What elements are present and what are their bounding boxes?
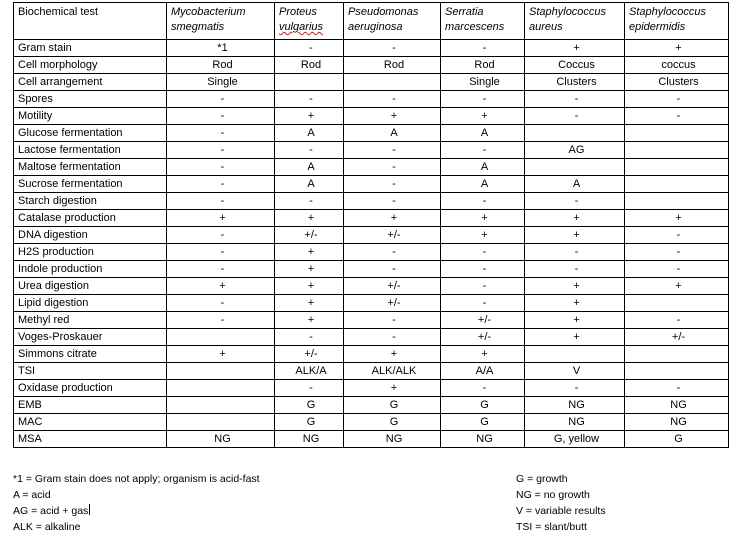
result-cell: + [525,278,625,295]
test-name-cell: Starch digestion [14,193,167,210]
result-cell: - [625,108,729,125]
result-cell: - [275,91,344,108]
result-cell: Single [441,74,525,91]
legend-item: ALK = alkaline [13,521,81,533]
result-cell: + [625,278,729,295]
result-cell: + [344,346,441,363]
result-cell: NG [625,397,729,414]
result-cell: + [525,295,625,312]
result-cell: G [344,414,441,431]
legend-right [516,471,606,535]
result-cell: - [344,244,441,261]
biochemical-test-table [13,2,729,448]
result-cell: +/- [344,278,441,295]
result-cell: - [167,244,275,261]
test-name-cell: Lactose fermentation [14,142,167,159]
organism-species: marcescens [445,21,505,33]
result-cell: - [344,142,441,159]
result-cell: NG [275,431,344,448]
result-cell: G, yellow [525,431,625,448]
result-cell [625,125,729,142]
result-cell: + [525,210,625,227]
result-cell: +/- [344,227,441,244]
result-cell: Clusters [525,74,625,91]
organism-header [441,3,525,40]
result-cell: - [167,108,275,125]
test-name-cell: Methyl red [14,312,167,329]
result-cell [625,142,729,159]
result-cell: A [441,176,525,193]
result-cell: - [625,227,729,244]
result-cell: + [525,329,625,346]
test-name-cell: Catalase production [14,210,167,227]
test-name-cell: EMB [14,397,167,414]
result-cell: - [625,312,729,329]
organism-genus: Staphylococcus [529,6,607,18]
result-cell: - [441,295,525,312]
result-cell: - [275,142,344,159]
result-cell: - [525,380,625,397]
organism-header [625,3,729,40]
result-cell: NG [167,431,275,448]
text-cursor [89,504,90,515]
result-cell: - [167,125,275,142]
result-cell: - [525,193,625,210]
organism-genus: Proteus [279,6,317,18]
result-cell: - [344,40,441,57]
legend-item: V = variable results [516,505,606,517]
table-row [14,346,729,363]
result-cell: A [275,159,344,176]
result-cell: + [167,210,275,227]
result-cell: +/- [275,227,344,244]
table-body [14,40,729,448]
result-cell: - [625,244,729,261]
result-cell: - [441,142,525,159]
result-cell: - [275,40,344,57]
result-cell: - [441,193,525,210]
result-cell: Clusters [625,74,729,91]
result-cell: + [275,278,344,295]
result-cell [525,346,625,363]
legend-item: *1 = Gram stain does not apply; organism is acid-fast [13,473,260,485]
result-cell [167,363,275,380]
legend-item: NG = no growth [516,489,590,501]
organism-species: vulgarius [279,21,324,33]
result-cell: +/- [275,346,344,363]
result-cell: AG [525,142,625,159]
test-name-cell: Cell arrangement [14,74,167,91]
test-name-cell: H2S production [14,244,167,261]
result-cell: - [275,380,344,397]
test-name-cell: Sucrose fermentation [14,176,167,193]
result-cell: Rod [441,57,525,74]
legend-left [13,471,260,535]
test-name-cell: Simmons citrate [14,346,167,363]
result-cell: - [167,261,275,278]
test-name-cell: Spores [14,91,167,108]
table-row [14,329,729,346]
test-name-cell: Voges-Proskauer [14,329,167,346]
organism-header [525,3,625,40]
result-cell: - [525,244,625,261]
table-row [14,261,729,278]
organism-header [167,3,275,40]
result-cell: - [167,159,275,176]
result-cell: - [275,329,344,346]
legend-item: G = growth [516,473,568,485]
result-cell [344,74,441,91]
organism-header [275,3,344,40]
organism-species: smegmatis [171,21,225,33]
result-cell: - [167,91,275,108]
result-cell: - [441,40,525,57]
table-row [14,295,729,312]
result-cell: - [525,261,625,278]
result-cell: - [167,227,275,244]
result-cell: +/- [344,295,441,312]
result-cell: + [441,210,525,227]
result-cell: A [275,176,344,193]
test-name-cell: MAC [14,414,167,431]
result-cell: +/- [441,329,525,346]
result-cell: G [625,431,729,448]
result-cell [167,414,275,431]
result-cell: + [344,380,441,397]
test-name-cell: Maltose fermentation [14,159,167,176]
result-cell: A [525,176,625,193]
result-cell [275,74,344,91]
result-cell: NG [344,431,441,448]
result-cell [167,397,275,414]
result-cell: - [525,91,625,108]
header-row [14,3,729,40]
result-cell: - [344,176,441,193]
result-cell: Rod [275,57,344,74]
result-cell: - [625,261,729,278]
result-cell: - [344,329,441,346]
result-cell: + [275,295,344,312]
result-cell: ALK/A [275,363,344,380]
organism-header [344,3,441,40]
table-row [14,397,729,414]
table-row [14,40,729,57]
table-row [14,108,729,125]
result-cell: - [625,91,729,108]
legend-item-text: AG = acid + gas [13,505,89,517]
test-name-cell: Oxidase production [14,380,167,397]
result-cell [625,176,729,193]
result-cell [167,380,275,397]
result-cell: + [625,210,729,227]
test-name-cell: TSI [14,363,167,380]
result-cell [625,346,729,363]
result-cell: A [441,159,525,176]
result-cell: Single [167,74,275,91]
organism-species: aureus [529,21,563,33]
test-name-cell: Urea digestion [14,278,167,295]
result-cell: - [441,261,525,278]
result-cell: - [441,380,525,397]
result-cell: - [625,380,729,397]
result-cell: + [625,40,729,57]
result-cell: - [167,176,275,193]
corner-label: Biochemical test [14,3,167,40]
result-cell [625,159,729,176]
result-cell: coccus [625,57,729,74]
table-row [14,414,729,431]
result-cell: - [344,261,441,278]
table-row [14,312,729,329]
result-cell: - [441,278,525,295]
legend-item [13,503,260,519]
table-row [14,380,729,397]
test-name-cell: Indole production [14,261,167,278]
result-cell: - [344,91,441,108]
table-row [14,176,729,193]
result-cell: - [167,193,275,210]
test-name-cell: MSA [14,431,167,448]
table-row [14,91,729,108]
result-cell: - [525,108,625,125]
result-cell: NG [525,397,625,414]
result-cell: - [344,312,441,329]
table-row [14,431,729,448]
result-cell: G [441,397,525,414]
result-cell: - [441,91,525,108]
table-row [14,74,729,91]
test-name-cell: DNA digestion [14,227,167,244]
result-cell: - [275,193,344,210]
result-cell: + [525,227,625,244]
result-cell: + [344,108,441,125]
result-cell: A [441,125,525,142]
organism-species: epidermidis [629,21,686,33]
result-cell: NG [525,414,625,431]
table-row [14,159,729,176]
result-cell [525,159,625,176]
result-cell: +/- [441,312,525,329]
result-cell: - [441,244,525,261]
result-cell: A [344,125,441,142]
result-cell: + [441,227,525,244]
result-cell [625,363,729,380]
result-cell: +/- [625,329,729,346]
result-cell: Coccus [525,57,625,74]
result-cell: - [167,142,275,159]
organism-genus: Pseudomonas [348,6,419,18]
result-cell: - [167,295,275,312]
result-cell: + [525,40,625,57]
test-name-cell: Glucose fermentation [14,125,167,142]
result-cell: - [344,159,441,176]
legend-item: A = acid [13,489,51,501]
test-name-cell: Cell morphology [14,57,167,74]
result-cell: G [275,397,344,414]
result-cell: G [441,414,525,431]
test-name-cell: Lipid digestion [14,295,167,312]
result-cell: G [344,397,441,414]
test-name-cell: Motility [14,108,167,125]
result-cell: G [275,414,344,431]
result-cell: - [167,312,275,329]
legend-item: TSI = slant/butt [516,521,587,533]
result-cell: + [441,108,525,125]
result-cell: *1 [167,40,275,57]
result-cell: + [167,278,275,295]
test-name-cell: Gram stain [14,40,167,57]
table-row [14,210,729,227]
organism-genus: Serratia [445,6,484,18]
table-row [14,227,729,244]
organism-species: aeruginosa [348,21,403,33]
table-row [14,57,729,74]
result-cell [625,193,729,210]
result-cell: + [275,261,344,278]
result-cell: + [275,312,344,329]
result-cell: A/A [441,363,525,380]
result-cell: + [167,346,275,363]
result-cell: + [275,210,344,227]
table-row [14,278,729,295]
result-cell: V [525,363,625,380]
result-cell [525,125,625,142]
result-cell [167,329,275,346]
result-cell: ALK/ALK [344,363,441,380]
table-row [14,142,729,159]
result-cell: NG [625,414,729,431]
result-cell: + [441,346,525,363]
organism-genus: Mycobacterium [171,6,246,18]
result-cell [625,295,729,312]
result-cell: Rod [344,57,441,74]
result-cell: + [344,210,441,227]
organism-genus: Staphylococcus [629,6,707,18]
table-row [14,244,729,261]
result-cell: A [275,125,344,142]
result-cell: - [344,193,441,210]
result-cell: Rod [167,57,275,74]
table-row [14,193,729,210]
result-cell: + [525,312,625,329]
table-row [14,363,729,380]
table-row [14,125,729,142]
result-cell: + [275,108,344,125]
result-cell: NG [441,431,525,448]
result-cell: + [275,244,344,261]
